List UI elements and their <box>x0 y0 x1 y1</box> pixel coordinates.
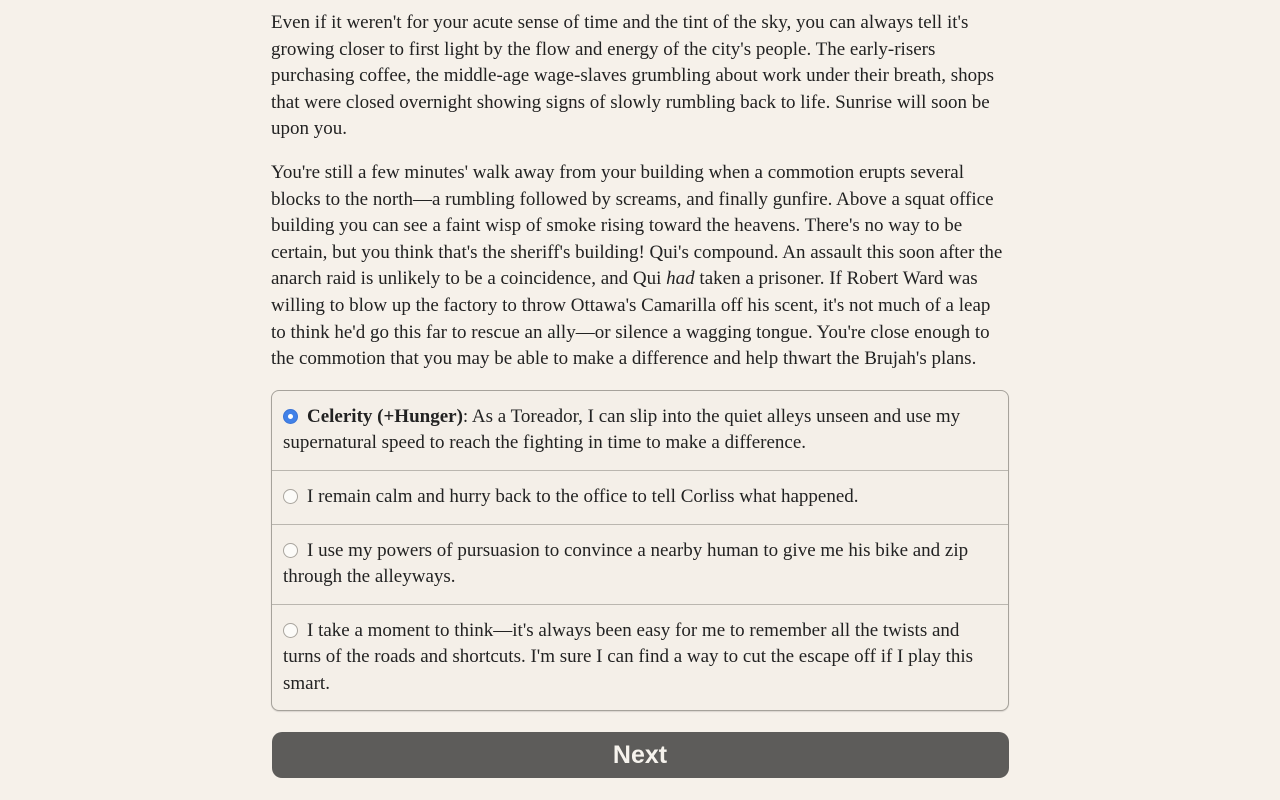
radio-unselected-icon[interactable] <box>283 623 298 638</box>
choice-option-persuasion-bike[interactable] <box>272 524 1008 604</box>
story-paragraph-2-text: taken a prisoner. If Robert Ward was willing to blow up the factory to throw Ottawa's Camarilla off his scent, it's not much of a leap to think he'd go this far to rescue an ally—or silence a wagging tongue. You're close enough to the commotion that you may be able to make a difference and help thwart the Brujah's plans. <box>271 268 991 370</box>
choice-option-take-moment-think[interactable] <box>272 604 1008 711</box>
story-paragraph-2-text: You're still a few minutes' walk away from your building when a commotion erupts several blocks to the north—a rumbling followed by screams, and finally gunfire. Above a squat office building you can see a faint wisp of smoke rising toward the heavens. There's no way to be certain, but you think that's the sheriff's building! Qui's compound. An assault this soon after the anarch raid is unlikely to be a coincidence, and Qui <box>271 161 1003 290</box>
radio-unselected-icon[interactable] <box>283 543 298 558</box>
story-page <box>271 0 1009 778</box>
story-paragraph-1: Even if it weren't for your acute sense of time and the tint of the sky, you can always tell it's growing closer to first light by the flow and energy of the city's people. The early-risers purchasing coffee, the middle-age wage-slaves grumbling about work under their breath, shops that were closed overnight showing signs of slowly rumbling back to life. Sunrise will soon be upon you. <box>271 12 995 140</box>
choice-option-label: I use my powers of pursuasion to convince a nearby human to give me his bike and zip through the alleyways. <box>283 539 969 588</box>
choice-option-remain-calm[interactable] <box>272 470 1008 524</box>
choice-option-label: : As a Toreador, I can slip into the quiet alleys unseen and use my supernatural speed to reach the fighting in time to make a difference. <box>283 405 961 454</box>
story-paragraph-2-italic: had <box>666 268 695 290</box>
next-button[interactable]: Next <box>272 732 1009 778</box>
choice-option-label: I take a moment to think—it's always been easy for me to remember all the twists and turns of the roads and shortcuts. I'm sure I can find a way to cut the escape off if I play this smart. <box>283 619 974 694</box>
choice-option-label: I remain calm and hurry back to the office to tell Corliss what happened. <box>307 485 859 507</box>
choice-option-celerity[interactable] <box>272 391 1008 470</box>
choice-option-bold-label: Celerity (+Hunger) <box>307 405 463 427</box>
radio-selected-icon[interactable] <box>283 409 298 424</box>
story-paragraph-2 <box>271 160 1009 373</box>
choice-group <box>271 390 1009 712</box>
radio-unselected-icon[interactable] <box>283 489 298 504</box>
